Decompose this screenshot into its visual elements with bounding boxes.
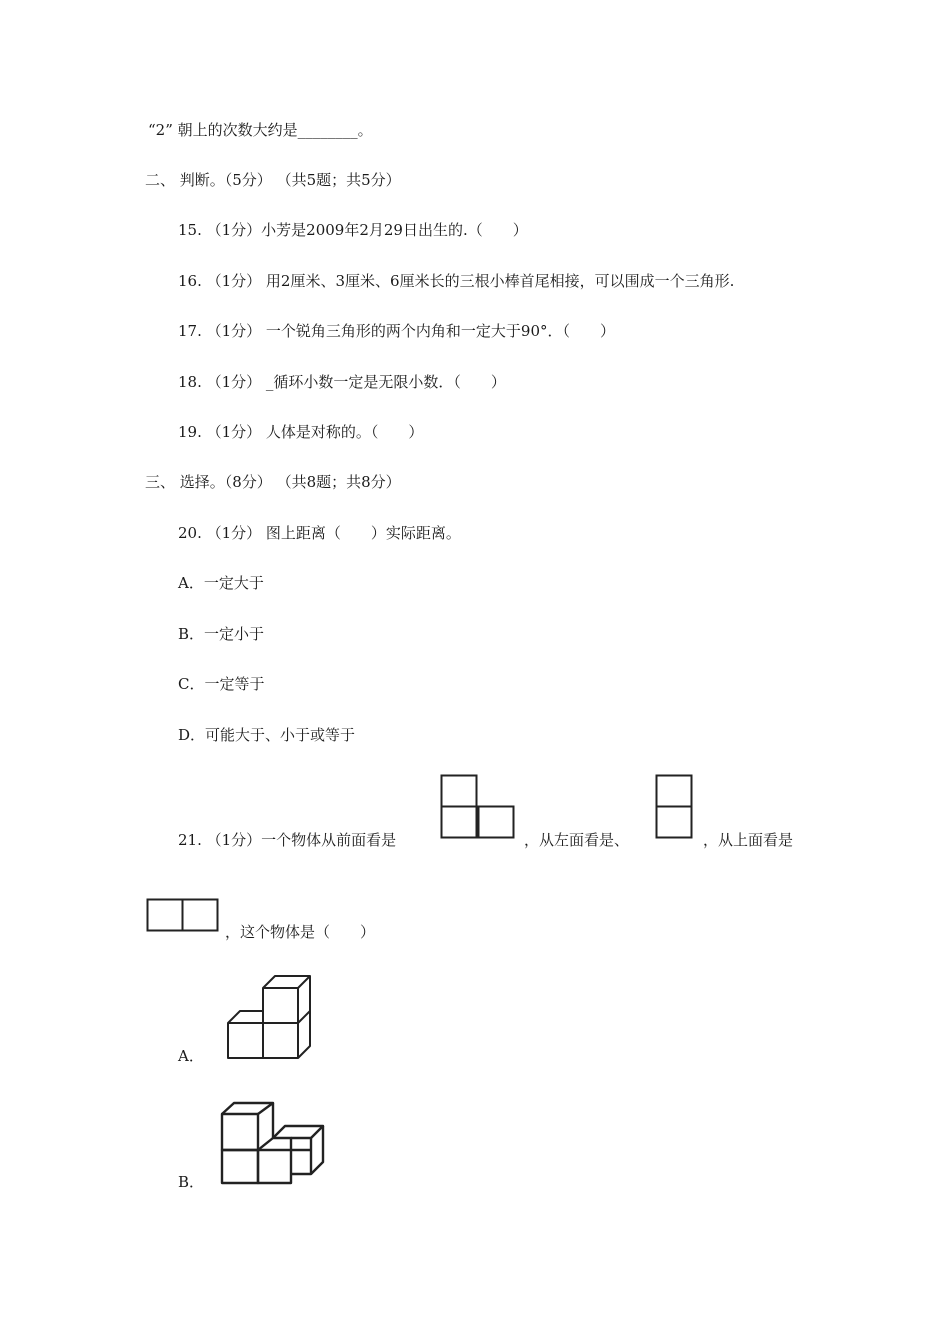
- question-20-option-d: [178, 725, 355, 745]
- option-label: D．: [178, 726, 206, 744]
- question-21-stem-part4: ，这个物体是（ ）: [225, 923, 376, 941]
- option-text: 一定大于: [203, 574, 264, 592]
- option-label: B．: [178, 625, 205, 643]
- question-18: 18. （1分） _循环小数一定是无限小数．（ ）: [178, 373, 506, 391]
- section-3-heading: 三、 选择。（8分） （共8题；共8分）: [145, 473, 401, 491]
- question-17: 17. （1分） 一个锐角三角形的两个内角和一定大于90°．（ ）: [178, 322, 616, 340]
- option-label: C．: [178, 675, 205, 693]
- question-15: 15. （1分）小芳是2009年2月29日出生的.（ ）: [178, 221, 528, 239]
- option-b-cube-figure: [219, 1100, 331, 1190]
- option-text: 一定等于: [204, 675, 265, 693]
- question-20-option-c: [178, 674, 265, 694]
- option-text: 可能大于、小于或等于: [205, 726, 356, 744]
- question-21-option-b-label: B．: [178, 1173, 205, 1191]
- top-view-figure: [146, 898, 220, 934]
- question-20-option-b: [178, 624, 264, 644]
- question-20-stem: 20. （1分） 图上距离（ ）实际距离。: [178, 524, 461, 542]
- front-view-figure: [440, 774, 516, 840]
- question-21-stem-part1: 21. （1分）一个物体从前面看是: [178, 831, 397, 849]
- option-a-cube-figure: [226, 972, 322, 1062]
- question-16: 16. （1分） 用2厘米、3厘米、6厘米长的三根小棒首尾相接，可以围成一个三角形.: [178, 272, 735, 290]
- option-text: 一定小于: [204, 625, 265, 643]
- left-view-figure: [655, 774, 695, 840]
- option-label: A．: [178, 574, 204, 592]
- question-19: 19. （1分） 人体是对称的。（ ）: [178, 423, 424, 441]
- question-21-option-a-label: A．: [178, 1047, 204, 1065]
- question-21-stem-part3: ，从上面看是: [703, 831, 794, 849]
- question-20-option-a: [178, 573, 264, 593]
- section-2-heading: 二、 判断。（5分） （共5题；共5分）: [145, 171, 401, 189]
- continuation-text: “2” 朝上的次数大约是________。: [148, 121, 373, 139]
- question-21-stem-part2: ，从左面看是、: [524, 831, 630, 849]
